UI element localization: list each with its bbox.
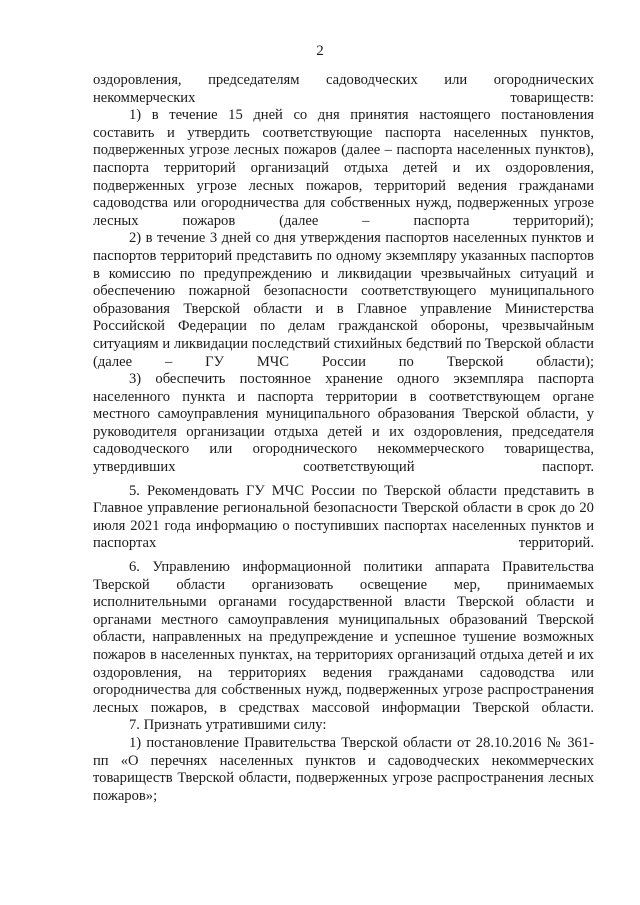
paragraph-item-3: 3) обеспечить постоянное хранение одного экземпляра паспорта населенного пункта и паспорта территории в соответствующем органе местного самоуправления муниципального образования Тверской области, у руководителя организации отдыха детей и их оздоровления, председателя садоводческого или огороднического некоммерческого товарищества, утвердивших соответствующий паспорт.: [93, 371, 594, 476]
paragraph-section-7: 7. Признать утратившими силу:: [129, 717, 327, 734]
paragraph-section-7-item-1: 1) постановление Правительства Тверской области от 28.10.2016 № 361-пп «О перечнях населенных пунктов и садоводческих некоммерческих товариществ Тверской области, подверженных угрозе распространения лесных пожаров»;: [93, 734, 594, 804]
paragraph-section-5: 5. Рекомендовать ГУ МЧС России по Тверской области представить в Главное управление региональной безопасности Тверской области в срок до 20 июля 2021 года информацию о поступивших паспортах населенных пунктов и паспортах территорий.: [93, 482, 595, 552]
paragraph-section-6: 6. Управлению информационной политики аппарата Правительства Тверской области организовать освещение мер, принимаемых исполнительными органами государственной власти Тверской области и органами местного самоуправления муниципальных образований Тверской области, направленных на предупреждение и успешное тушение возможных пожаров в населенных пунктах, на территориях организаций отдыха детей и их оздоровления, на территориях ведения гражданами садоводства или огородничества для собственных нужд, подверженных угрозе распространения лесных пожаров, в средствах массовой информации Тверской области.: [93, 559, 594, 716]
paragraph-continuation: оздоровления, председателям садоводческих или огороднических некоммерческих товариществ:: [93, 72, 594, 106]
paragraph-item-1: 1) в течение 15 дней со дня принятия настоящего постановления составить и утвердить соответствующие паспорта населенных пунктов, подверженных угрозе лесных пожаров (далее – паспорта населенных пунктов), паспорта территорий организаций отдыха детей и их оздоровления, подверженных угрозе лесных пожаров, территорий ведения гражданами садоводства или огородничества для собственных нужд, подверженных угрозе лесных пожаров (далее – паспорта территорий);: [93, 107, 594, 229]
paragraph-item-2: 2) в течение 3 дней со дня утверждения паспортов населенных пунктов и паспортов территорий представить по одному экземпляру указанных паспортов в комиссию по предупреждению и ликвидации чрезвычайных ситуаций и обеспечению пожарной безопасности соответствующего муниципального образования Тверской области и в Главное управление Министерства Российской Федерации по делам гражданской обороны, чрезвычайным ситуациям и ликвидации последствий стихийных бедствий по Тверской области (далее – ГУ МЧС России по Тверской области);: [93, 230, 595, 370]
document-body: [93, 72, 594, 805]
page-number: 2: [316, 43, 324, 59]
